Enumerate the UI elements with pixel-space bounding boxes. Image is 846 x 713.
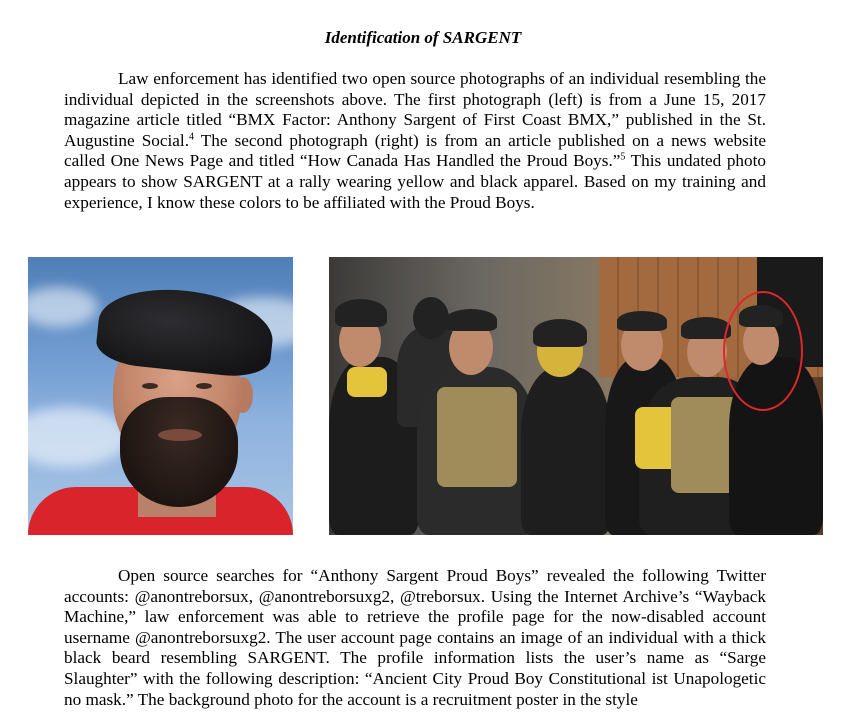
paragraph-text-part3: This undated photo appears to show SARGENT at a rally wearing yellow and black apparel. Based on my training and experience, I know these colors to be affiliated with the Proud Boys.: [64, 151, 766, 212]
paragraph-identification: [64, 69, 766, 213]
highlight-circle: [723, 291, 803, 411]
paragraph-open-source-search: [64, 566, 766, 710]
section-heading: Identification of SARGENT: [324, 28, 522, 47]
left-portrait-photo: [28, 257, 293, 535]
paragraph-text-part1: Law enforcement has identified two open source photographs of an individual resembling the individual depicted in the screenshots above. The first photograph (left) is from a June 15, 2017 magazine article titled “BMX Factor: Anthony Sargent of First Coast BMX,” published in the St. Augustine Social.: [64, 69, 766, 150]
footnote-ref-5[interactable]: 5: [620, 151, 626, 163]
paragraph-text-part2: The second photograph (right) is from an article published on a news website called One News Page and titled “How Canada Has Handled the Proud Boys.”: [64, 130, 767, 171]
footnote-ref-4[interactable]: 4: [189, 131, 195, 143]
paragraph-text: Open source searches for “Anthony Sargent Proud Boys” revealed the following Twitter accounts: @anontreborsux, @anontreborsuxg2, @treborsux. Using the Internet Archive’s “Wayback Machine,” law enforcement was able to retrieve the profile page for the now-disabled account username @anontreborsuxg2. The user account page contains an image of an individual with a thick black beard resembling SARGENT. The profile information lists the user’s name as “Sarge Slaughter” with the following description: “Ancient City Proud Boy Constitutional ist Unapologetic no mask.” The background photo for the account is a recruitment poster in the style: [64, 566, 766, 709]
